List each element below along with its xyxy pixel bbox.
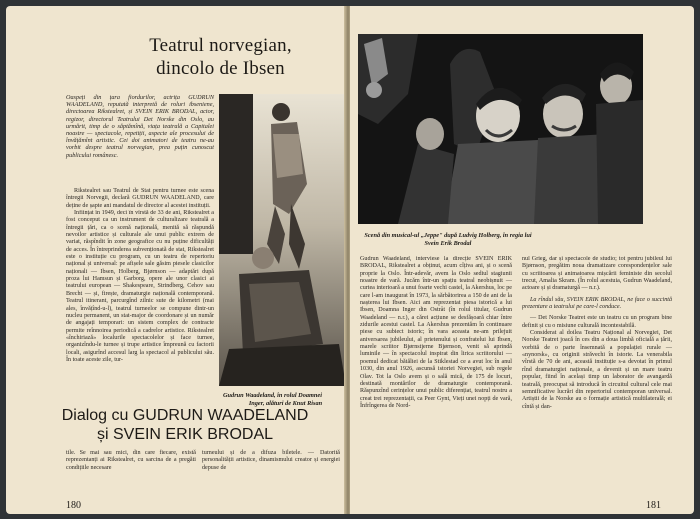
right-column-1: Gudrun Waadeland, interviese la direcție SVEIN ERIK BRODAL, Rikstealret a obținut, acum cîțiva ani, și o scenă proprie la Oslo. Într-adevăr, avem la Oslo sediul stagiunii noastre de vară. Jucăm într-un spațiu teatral neobișnuit — curtea interioară a unui foarte vechi castel, la Akershus, loc pe care l-am inaugurat în 1973, la sărbătorirea a 150 de ani de la nașterea lui Ibsen. Aici am reprezentat piesa istorică a lui Ibsen, Doamna Inger din Ostråt (în rolul titular, Gudrun Waadeland — n.r.), a cărei acțiune se desfășoară chiar între zidurile acestui castel. La Akershus prezentăm în continuare piese cu subiect istoric; în vara aceasta ne-am prilejuit aniversarea jubileului, al prietenului și confratelui lui Ibsen, marele scriitor Bjørnstjerne Bjørnson, venit să aprindă luminile — în spectacolul inspirat din lirica scriitorului — poemul dedicat bătăliei de la Stiklestad ce a avut loc în anul 1030, din anul 1926, ascunsă istoriei Norvegiei, sub regele Olav. Tot la Oslo avem și o sală mică, de 175 de locuri, destinată montărilor de dramaturgie contemporană. Răspunzînd cerințelor unui public diferențiat, teatrul nostru a creat trei reprezentații, ca Peer Gynt, Vieți unei nopți de vară, Înfrîngerea de Nord- (360, 256, 512, 409)
photo-jeppe-scene (358, 34, 643, 224)
right-col2-para-1: nul Grieg, dar și spectacole de studio; tot pentru jubileul lui Bjørnson, pregătim noua dramatizare corespondențelor sale cu scriitoarea și animatoarea mișcării feministe din secolul trecut, Amalia Skram. (În rolul acestuia, Gudrun Waadeland, actoare și și dramaturgă — n.r.). (522, 256, 672, 292)
left-page (6, 6, 346, 514)
title-line-2: dincolo de Ibsen (156, 58, 285, 79)
photo-illustration (358, 34, 643, 224)
page-number-right: 181 (646, 500, 661, 511)
bottom-text-col-2: turneului și de a difuza biletele. — Datorită personalității artistice, dinamismului creator și energiei depuse de (202, 450, 340, 471)
photo-caption-left (223, 392, 346, 407)
right-col2-para-4: Considerat al doilea Teatru Național al Norvegiei, Det Norske Teatret joacă în ces din a doua limbă oficială a țării, vorbită de o parte însemnată a populației rurale — «nynorsk», cu originii străvechi în istorie. La venerabila vîrstă de 70 de ani, această instituție s-a devotat în primul rînd dramaturgiei naționale, a devenit și un mare teatru popular, fiind în același timp un laborator de avangardă teatrală, preocupat să introducă în circuitul cultural cele mai semnificative lucrări din repertoriul contemporan universal. Artiștii de la Norske au o formație artistică multilaterală; ei cîntă și dan- (522, 330, 672, 410)
left-column-text (66, 188, 214, 382)
caption-left-line-2: Inger, alături de Knut Risan (248, 399, 323, 407)
photo-caption-right (362, 232, 534, 247)
right-column-2 (522, 256, 672, 496)
page-number-left: 180 (66, 500, 81, 511)
right-col2-para-2: La rîndul său, SVEIN ERIK BRODAL, ne face o succintă prezentare a teatrului pe care-l conduce. (522, 296, 672, 311)
intro-paragraph: Oaspeți din țara fiordurilor, actrița GUDRUN WAADELAND, reputată interpretă de roluri ibseniene, directoarea Rikstealret, și SVEIN ERIK BRODAL, actor, regizor, directorul Teatrului Det Norske din Oslo, au urmărit, timp de o săptămînă, viața teatrală a Capitalei noastre — spectacole, repetiții, aspecte ale procesului de învățămînt artistic. Cei doi animatori de teatru ne-au vorbit despre teatrul norvegian, prea puțin cunoscut publicului românesc. (66, 94, 214, 159)
caption-right-line-2: Svein Erik Brodal (424, 239, 472, 247)
dialog-heading-line-1: Dialog cu GUDRUN WAADELAND (61, 407, 309, 424)
photo-illustration (219, 94, 346, 386)
caption-right-line-1: Scenă din musical-ul „Jeppe" după Ludvig Holberg, în regia lui (364, 232, 532, 239)
left-col-para-2: Înființat în 1949, deci în vîrstă de 33 de ani, Rikstealret a fost conceput ca un instrument de culturalizare teatrală a întregii țări, ca o scenă națională, menită să răspundă nevoilor artistice și culturale ale unui public extrem de variat, răspîndit în zone geografice cu nu puține dificultăți de acces. În întreprinderea subvenționată de stat, Rikstealret este o instituție cu program, cu un teatru de repertoriu național și universal: pe afișele sale găsim piesele clasicilor naționali — Ibsen, Holberg, Bjørnson — adaptări după proza lui Hamsun și Garborg, opere ale unor clasici ai teatrului european — Shakespeare, Strindberg, Cehov sau Brecht — și, firește, dramaturgie națională contemporană. Teatrul itinerant, parcurgînd zilnic sute de kilometri (mai ales, învățînd-u-l), teatrul turneelor se compune dintr-un nucleu permanent, un stat-major de coordonare și un număr de angajați temporari: un sistem complex de contracte permite reînnoirea periodică a cadrelor artistice. Rikstealret «închiriază» localurile spectacolelor și face turnee, organizîndu-le turnee și trupe artistice împreună cu factorii locali, asigurînd accesul larg la spectacol al publicului său. În toate aceste zile, tur- (66, 210, 214, 363)
left-col-para-1: Rikstealret sau Teatrul de Stat pentru turnee este scena întregii Norvegii, declară GUDRUN WAADELAND, care deține de șapte ani mandatul de director al acestei instituții. (66, 188, 214, 209)
right-col2-para-3: — Det Norske Teatret este un teatru cu un program bine definit și cu o misiune culturală incontestabilă. (522, 315, 672, 329)
photo-gudrun-waadeland (219, 94, 346, 386)
dialog-heading-line-2: și SVEIN ERIK BRODAL (96, 426, 274, 443)
title-line-1: Teatrul norvegian, (149, 35, 292, 56)
article-title (118, 34, 323, 80)
bottom-text-col-1: tile. Se mai sau mici, din care fiecare, există reprezentanți ai Rikstealret, cu sarcina de a pregăti condițiile necesare (66, 450, 196, 471)
right-page (350, 6, 694, 514)
dialog-heading (40, 406, 330, 444)
caption-left-line-1: Gudrun Waadeland, în rolul Doamnei (223, 392, 322, 399)
